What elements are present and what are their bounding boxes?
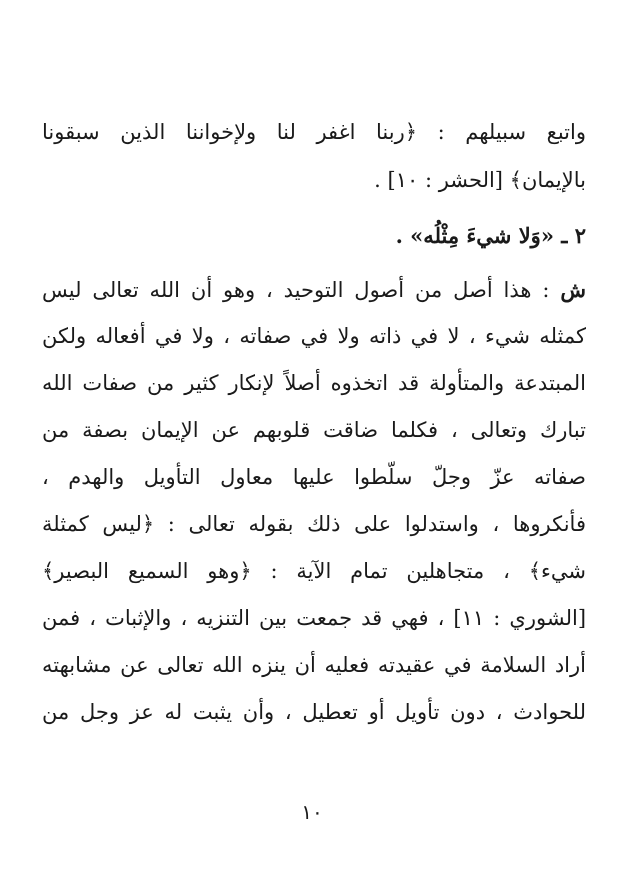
commentary-line-4: تبارك وتعالى ، فكلما ضاقت قلوبهم عن الإيمان بصفة من <box>42 418 586 442</box>
intro-line-1: واتبع سبيلهم : ﴿ربنا اغفر لنا ولإخواننا الذين سبقونا <box>42 120 586 144</box>
intro-paragraph <box>42 108 586 204</box>
page-number: ١٠ <box>301 800 323 824</box>
commentary-line-6: فأنكروها ، واستدلوا على ذلك بقوله تعالى : ﴿ليس كمثلة <box>42 512 586 536</box>
intro-line-2: بالإيمان﴾ [الحشر : ١٠] . <box>374 168 586 192</box>
commentary-line-3: المبتدعة والمتأولة قد اتخذوه أصلاً لإنكار كثير من صفات الله <box>42 371 586 395</box>
commentary-line-8: [الشوري : ١١] ، فهي قد جمعت بين التنزيه ، والإثبات ، فمن <box>42 606 586 630</box>
commentary-paragraph <box>42 266 586 736</box>
commentary-line-2: كمثله شيء ، لا في ذاته ولا في صفاته ، ولا في أفعاله ولكن <box>42 324 586 348</box>
commentary-line-1-text: : هذا أصل من أصول التوحيد ، وهو أن الله تعالى ليس <box>42 278 550 302</box>
commentary-line-10: للحوادث ، دون تأويل أو تعطيل ، وأن يثبت له عز وجل من <box>42 700 586 724</box>
commentary-line-7: شيء﴾ ، متجاهلين تمام الآية : ﴿وهو السميع البصير﴾ <box>42 559 586 583</box>
commentary-line-9: أراد السلامة في عقيدته فعليه أن ينزه الله تعالى عن مشابهته <box>42 653 586 677</box>
commentary-line-1 <box>42 266 586 313</box>
numbered-item: ٢ ـ «وَلا شيءَ مِثْلُه» . <box>395 223 586 248</box>
commentary-marker: ش <box>560 277 586 302</box>
commentary-line-5: صفاته عزّ وجلّ سلّطوا عليها معاول التأويل والهدم ، <box>42 465 586 489</box>
